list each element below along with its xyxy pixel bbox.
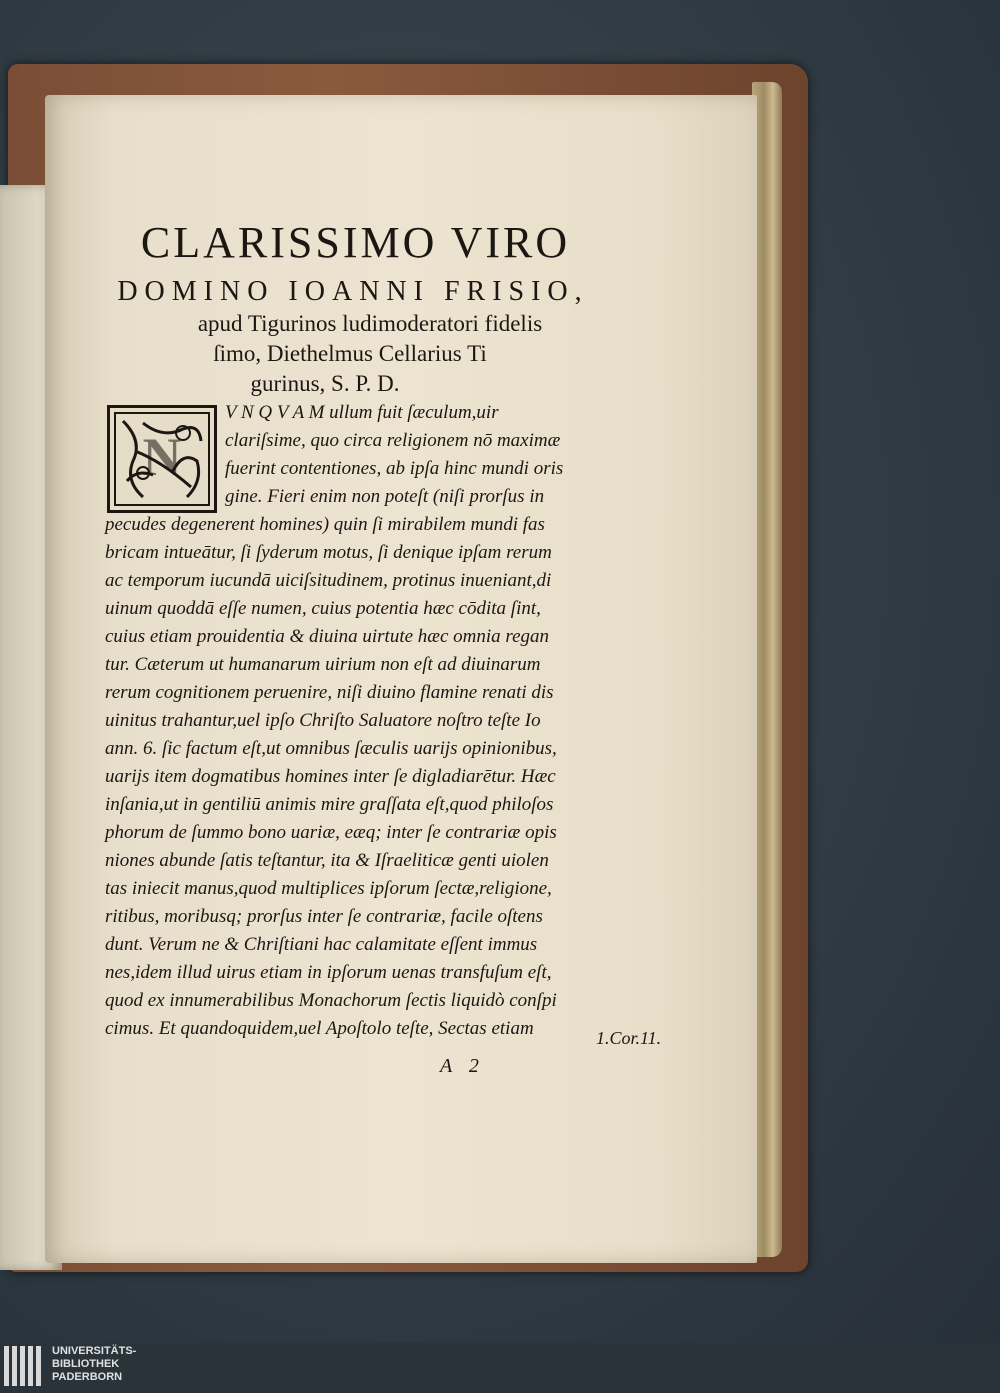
initial-letter-ornament-icon (113, 411, 211, 507)
logo-line-1: UNIVERSITÄTS- (52, 1345, 137, 1357)
text-line: uarijs item dogmatibus homines inter ſe digladiarētur. Hæc (105, 766, 556, 787)
address-line-1: apud Tigurinos ludimoderatori fidelis (197, 311, 543, 336)
address-line-2: ſimo, Diethelmus Cellarius Ti (213, 341, 487, 366)
text-line: fuerint contentiones, ab ipſa hinc mundi oris (225, 458, 564, 479)
address-line-3: gurinus, S. P. D. (250, 371, 400, 396)
text-line: niones abunde ſatis teſtantur, ita & Iſraeliticæ genti uiolen (105, 850, 549, 871)
footer-bar (0, 1343, 1000, 1393)
text-line: ac temporum iucundā uiciſsitudinem, protinus inueniant,di (105, 570, 552, 591)
text-line: rerum cognitionem peruenire, niſi diuino flamine renati dis (105, 682, 554, 703)
logo-line-2: BIBLIOTHEK (52, 1358, 120, 1370)
signature-mark: A 2 (440, 1055, 485, 1077)
text-line: cuius etiam prouidentia & diuina uirtute hæc omnia regan (105, 626, 550, 647)
text-line: gine. Fieri enim non poteſt (niſi prorſus in (225, 486, 545, 507)
marginal-note: 1.Cor.11. (596, 1028, 662, 1048)
text-line: pecudes degenerent homines) quin ſi mirabilem mundi fas (105, 514, 545, 535)
text-line: nes,idem illud uirus etiam in ipſorum uenas transfuſum eſt, (105, 962, 552, 983)
svg-text:N: N (142, 427, 182, 487)
text-line: cimus. Et quandoquidem,uel Apoſtolo teſte, Sectas etiam (105, 1018, 534, 1039)
text-line: bricam intueātur, ſi ſyderum motus, ſi denique ipſam rerum (105, 542, 552, 563)
text-line: ann. 6. ſic factum eſt,ut omnibus ſæculis uarijs opinionibus, (105, 738, 557, 759)
decorated-initial (107, 405, 217, 513)
text-line: phorum de ſummo bono uariæ, eæq; inter ſe contrariæ opis (105, 822, 557, 843)
text-line: quod ex innumerabilibus Monachorum ſectis liquidò conſpi (105, 990, 557, 1011)
text-line: inſania,ut in gentiliū animis mire graſſata eſt,quod philoſos (105, 794, 554, 815)
text-line: uinitus trahantur,uel ipſo Chriſto Saluatore noſtro teſte Io (105, 710, 541, 731)
page-title: CLARISSIMO VIRO (140, 218, 571, 267)
text-line: tas iniecit manus,quod multiplices ipſorum ſectæ,religione, (105, 878, 552, 899)
text-line: tur. Cæterum ut humanarum uirium non eſt ad diuinarum (105, 654, 541, 675)
text-line: dunt. Verum ne & Chriſtiani hac calamitate eſſent immus (105, 934, 538, 955)
text-line: uinum quoddā eſſe numen, cuius potentia hæc cōdita ſint, (105, 598, 541, 619)
page-subtitle: DOMINO IOANNI FRISIO, (117, 276, 589, 307)
text-line: ritibus, moribusq; prorſus inter ſe contrariæ, facile oſtens (105, 906, 543, 927)
library-logo-text (52, 1345, 136, 1384)
text-line: clariſsime, quo circa religionem nō maximæ (225, 430, 561, 451)
text-line: V N Q V A M ullum fuit ſæculum,uir (225, 402, 499, 423)
library-logo-icon (4, 1346, 41, 1386)
logo-line-3: PADERBORN (52, 1371, 123, 1383)
